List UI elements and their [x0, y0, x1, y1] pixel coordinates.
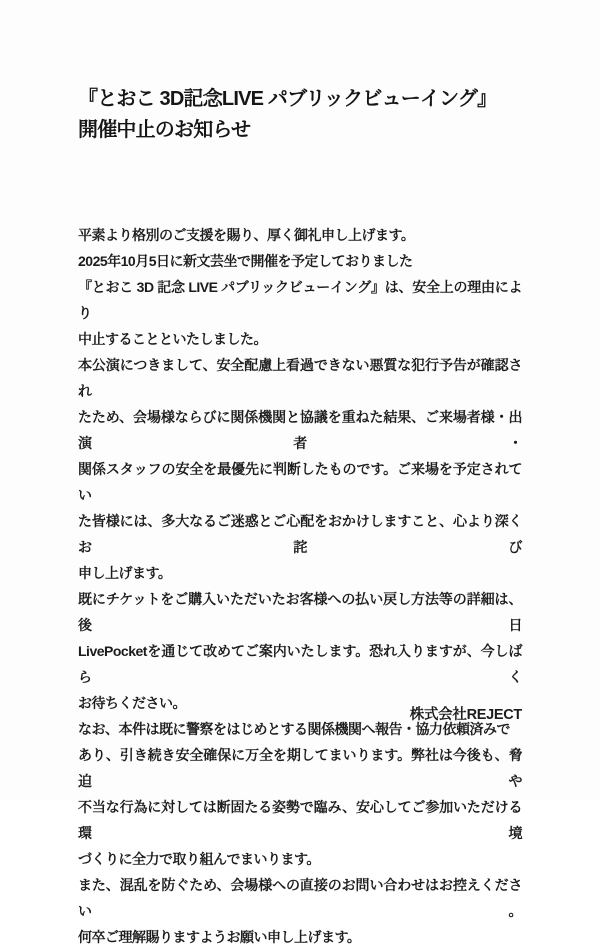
body-line: LivePocketを通じて改めてご案内いたします。恐れ入りますが、今しばらく	[78, 643, 522, 685]
body-line: 中止することといたしました。	[78, 331, 267, 347]
notice-title-line-1: 『とおこ 3D記念LIVE パブリックビューイング』	[78, 88, 497, 110]
notice-title-line-2: 開催中止のお知らせ	[78, 119, 251, 141]
body-line: あり、引き続き安全確保に万全を期してまいります。弊社は今後も、脅迫や	[78, 747, 522, 789]
notice-body	[78, 222, 522, 950]
notice-title	[78, 84, 538, 146]
body-line: 不当な行為に対しては断固たる姿勢で臨み、安心してご参加いただける環境	[78, 799, 522, 841]
company-signature: 株式会社REJECT	[409, 707, 522, 723]
body-line: た皆様には、多大なるご迷惑とご心配をおかけしますこと、心より深くお詫び	[78, 513, 522, 555]
body-line: 何卒ご理解賜りますようお願い申し上げます。	[78, 929, 361, 945]
body-line: 本公演につきまして、安全配慮上看過できない悪質な犯行予告が確認され	[78, 357, 522, 399]
body-line: 申し上げます。	[78, 565, 172, 581]
body-line: たため、会場様ならびに関係機関と協議を重ねた結果、ご来場者様・出演者・	[78, 409, 522, 451]
body-line: 平素より格別のご支援を賜り、厚く御礼申し上げます。	[78, 227, 415, 243]
body-line: お待ちください。	[78, 695, 186, 711]
body-line: 既にチケットをご購入いただいたお客様への払い戻し方法等の詳細は、後日	[78, 591, 522, 633]
body-line: づくりに全力で取り組んでまいります。	[78, 851, 320, 867]
body-line: なお、本件は既に警察をはじめとする関係機関へ報告・協力依頼済みで	[78, 721, 510, 737]
body-line: 2025年10月5日に新文芸坐で開催を予定しておりました	[78, 253, 413, 269]
body-line: 関係スタッフの安全を最優先に判断したものです。ご来場を予定されてい	[78, 461, 522, 503]
body-line: また、混乱を防ぐため、会場様への直接のお問い合わせはお控えください。	[78, 877, 522, 919]
body-line: 『とおこ 3D 記念 LIVE パブリックビューイング』は、安全上の理由により	[78, 279, 522, 321]
